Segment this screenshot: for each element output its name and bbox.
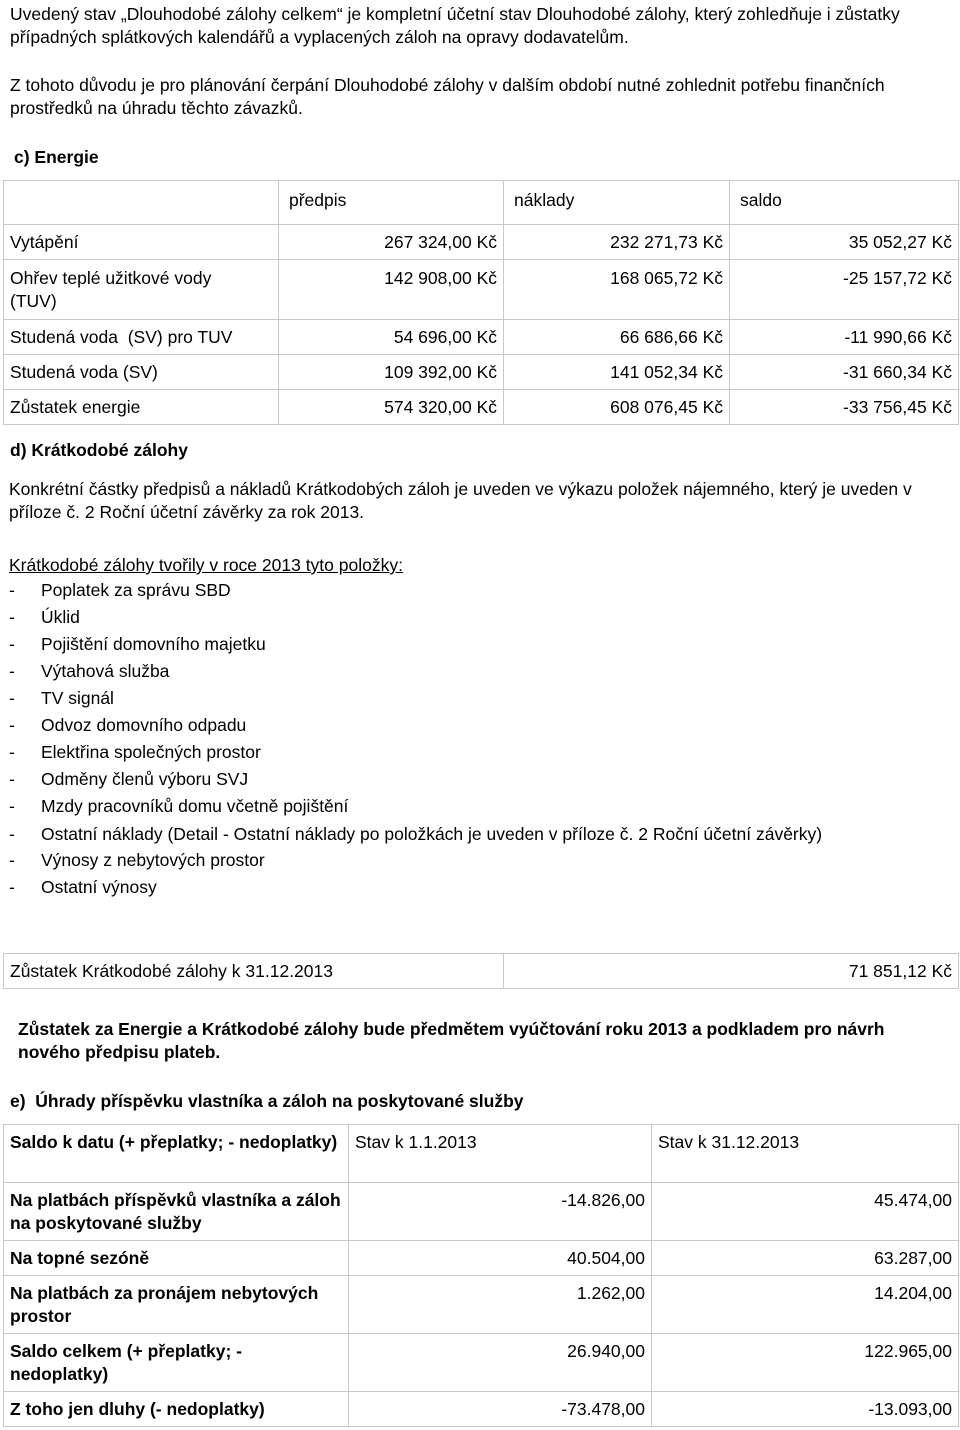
uhrady-heading: e) Úhrady příspěvku vlastníka a záloh na poskytované služby [10, 1091, 524, 1111]
kratkodobe-balance-table [3, 953, 959, 989]
list-item [0, 712, 900, 739]
list-item-text: Poplatek za správu SBD [41, 580, 231, 600]
energie-row-naklady: 141 052,34 Kč [504, 355, 730, 390]
energie-row-saldo: 35 052,27 Kč [730, 225, 959, 260]
list-dash: - [9, 715, 15, 735]
energie-row-saldo: -31 660,34 Kč [730, 355, 959, 390]
uhrady-row-v1: 40.504,00 [349, 1241, 652, 1276]
kratkodobe-balance-row [4, 954, 959, 989]
energie-row-sv [4, 355, 959, 390]
energie-row-label: Vytápění [4, 225, 279, 260]
list-item-text: Ostatní výnosy [41, 877, 157, 897]
list-dash: - [9, 634, 15, 654]
list-item [0, 658, 900, 685]
list-dash: - [9, 824, 15, 844]
uhrady-row [4, 1334, 959, 1392]
list-item-text: Elektřina společných prostor [41, 742, 261, 762]
list-item-text: Ostatní náklady (Detail - Ostatní náklady po položkách je uveden v příloze č. 2 Roční účetní závěrky) [41, 824, 823, 844]
list-dash: - [9, 580, 15, 600]
uhrady-row-v1: 1.262,00 [349, 1276, 652, 1334]
energie-header-empty [4, 181, 279, 225]
list-item [0, 631, 900, 658]
uhrady-row-v2: -13.093,00 [652, 1392, 959, 1427]
uhrady-row-v2: 122.965,00 [652, 1334, 959, 1392]
uhrady-row [4, 1183, 959, 1241]
list-item [0, 739, 900, 766]
energie-row-zustatek [4, 390, 959, 425]
list-item [0, 793, 900, 820]
list-item-text: Výtahová služba [41, 661, 170, 681]
uhrady-row-label: Saldo celkem (+ přeplatky; - nedoplatky) [4, 1334, 349, 1392]
energie-row-predpis: 142 908,00 Kč [279, 260, 504, 320]
energie-row-saldo: -11 990,66 Kč [730, 320, 959, 355]
list-item-text: Odměny členů výboru SVJ [41, 769, 249, 789]
list-item-text: Mzdy pracovníků domu včetně pojištění [41, 796, 349, 816]
kratkodobe-item-list [0, 577, 900, 901]
list-item [0, 604, 900, 631]
energie-col-saldo: saldo [730, 181, 959, 225]
list-item [0, 577, 900, 604]
list-item-text: TV signál [41, 688, 114, 708]
list-item [0, 685, 900, 712]
uhrady-row-label: Na topné sezóně [4, 1241, 349, 1276]
uhrady-row-label: Na platbách za pronájem nebytových prostor [4, 1276, 349, 1334]
kratkodobe-balance-value: 71 851,12 Kč [504, 954, 959, 989]
uhrady-header-row [4, 1125, 959, 1183]
uhrady-row [4, 1392, 959, 1427]
energie-row-label: Ohřev teplé užitkové vody (TUV) [4, 260, 279, 320]
list-item [0, 766, 900, 793]
energie-table [3, 180, 959, 425]
uhrady-row-v2: 63.287,00 [652, 1241, 959, 1276]
uhrady-row-v1: -73.478,00 [349, 1392, 652, 1427]
kratkodobe-paragraph: Konkrétní částky předpisů a nákladů Krátkodobých záloh je uveden ve výkazu položek nájemného, který je uveden v příloze č. 2 Roční účetní závěrky za rok 2013. [9, 479, 912, 522]
list-dash: - [9, 877, 15, 897]
uhrady-row-v2: 14.204,00 [652, 1276, 959, 1334]
uhrady-row-label: Na platbách příspěvků vlastníka a záloh na poskytované služby [4, 1183, 349, 1241]
kratkodobe-balance-label: Zůstatek Krátkodobé zálohy k 31.12.2013 [4, 954, 504, 989]
uhrady-table [3, 1124, 959, 1427]
list-dash: - [9, 661, 15, 681]
intro-paragraph-2: Z tohoto důvodu je pro plánování čerpání Dlouhodobé zálohy v dalším období nutné zohlednit potřebu finančních prostředků na úhradu těchto závazků. [10, 75, 885, 118]
energie-row-saldo: -33 756,45 Kč [730, 390, 959, 425]
list-dash: - [9, 742, 15, 762]
uhrady-header-col1: Stav k 1.1.2013 [349, 1125, 652, 1183]
uhrady-header-label: Saldo k datu (+ přeplatky; - nedoplatky) [4, 1125, 349, 1183]
uhrady-row-v2: 45.474,00 [652, 1183, 959, 1241]
energie-row-label: Zůstatek energie [4, 390, 279, 425]
uhrady-header-col2: Stav k 31.12.2013 [652, 1125, 959, 1183]
list-item-text: Pojištění domovního majetku [41, 634, 266, 654]
energie-heading: c) Energie [14, 147, 99, 167]
list-item [0, 847, 900, 874]
list-item-text: Výnosy z nebytových prostor [41, 850, 265, 870]
list-dash: - [9, 769, 15, 789]
energie-col-naklady: náklady [504, 181, 730, 225]
energie-header-row [4, 181, 959, 225]
energie-row-predpis: 267 324,00 Kč [279, 225, 504, 260]
list-item-text: Odvoz domovního odpadu [41, 715, 247, 735]
list-item [0, 820, 900, 847]
list-dash: - [9, 850, 15, 870]
uhrady-row-v1: 26.940,00 [349, 1334, 652, 1392]
energie-row-tuv [4, 260, 959, 320]
list-dash: - [9, 796, 15, 816]
energie-row-naklady: 168 065,72 Kč [504, 260, 730, 320]
energie-row-saldo: -25 157,72 Kč [730, 260, 959, 320]
energie-row-label: Studená voda (SV) pro TUV [4, 320, 279, 355]
energie-row-vytapeni [4, 225, 959, 260]
uhrady-row-label: Z toho jen dluhy (- nedoplatky) [4, 1392, 349, 1427]
energie-row-predpis: 54 696,00 Kč [279, 320, 504, 355]
uhrady-row-v1: -14.826,00 [349, 1183, 652, 1241]
uhrady-row [4, 1276, 959, 1334]
energie-row-sv-tuv [4, 320, 959, 355]
energie-row-naklady: 608 076,45 Kč [504, 390, 730, 425]
list-item-text: Úklid [41, 607, 80, 627]
energie-row-naklady: 232 271,73 Kč [504, 225, 730, 260]
list-dash: - [9, 607, 15, 627]
list-item [0, 874, 900, 901]
list-dash: - [9, 688, 15, 708]
energie-row-predpis: 574 320,00 Kč [279, 390, 504, 425]
energie-row-label: Studená voda (SV) [4, 355, 279, 390]
energie-row-naklady: 66 686,66 Kč [504, 320, 730, 355]
kratkodobe-list-title: Krátkodobé zálohy tvořily v roce 2013 tyto položky: [9, 555, 403, 575]
summary-note: Zůstatek za Energie a Krátkodobé zálohy bude předmětem vyúčtování roku 2013 a podkladem pro návrh nového předpisu plateb. [18, 1019, 885, 1062]
intro-paragraph-1: Uvedený stav „Dlouhodobé zálohy celkem“ je kompletní účetní stav Dlouhodobé zálohy, který zohledňuje i zůstatky případných splátkových kalendářů a vyplacených záloh na opravy dodavatelům. [10, 4, 900, 47]
energie-row-predpis: 109 392,00 Kč [279, 355, 504, 390]
uhrady-row [4, 1241, 959, 1276]
kratkodobe-heading: d) Krátkodobé zálohy [10, 440, 188, 460]
energie-col-predpis: předpis [279, 181, 504, 225]
